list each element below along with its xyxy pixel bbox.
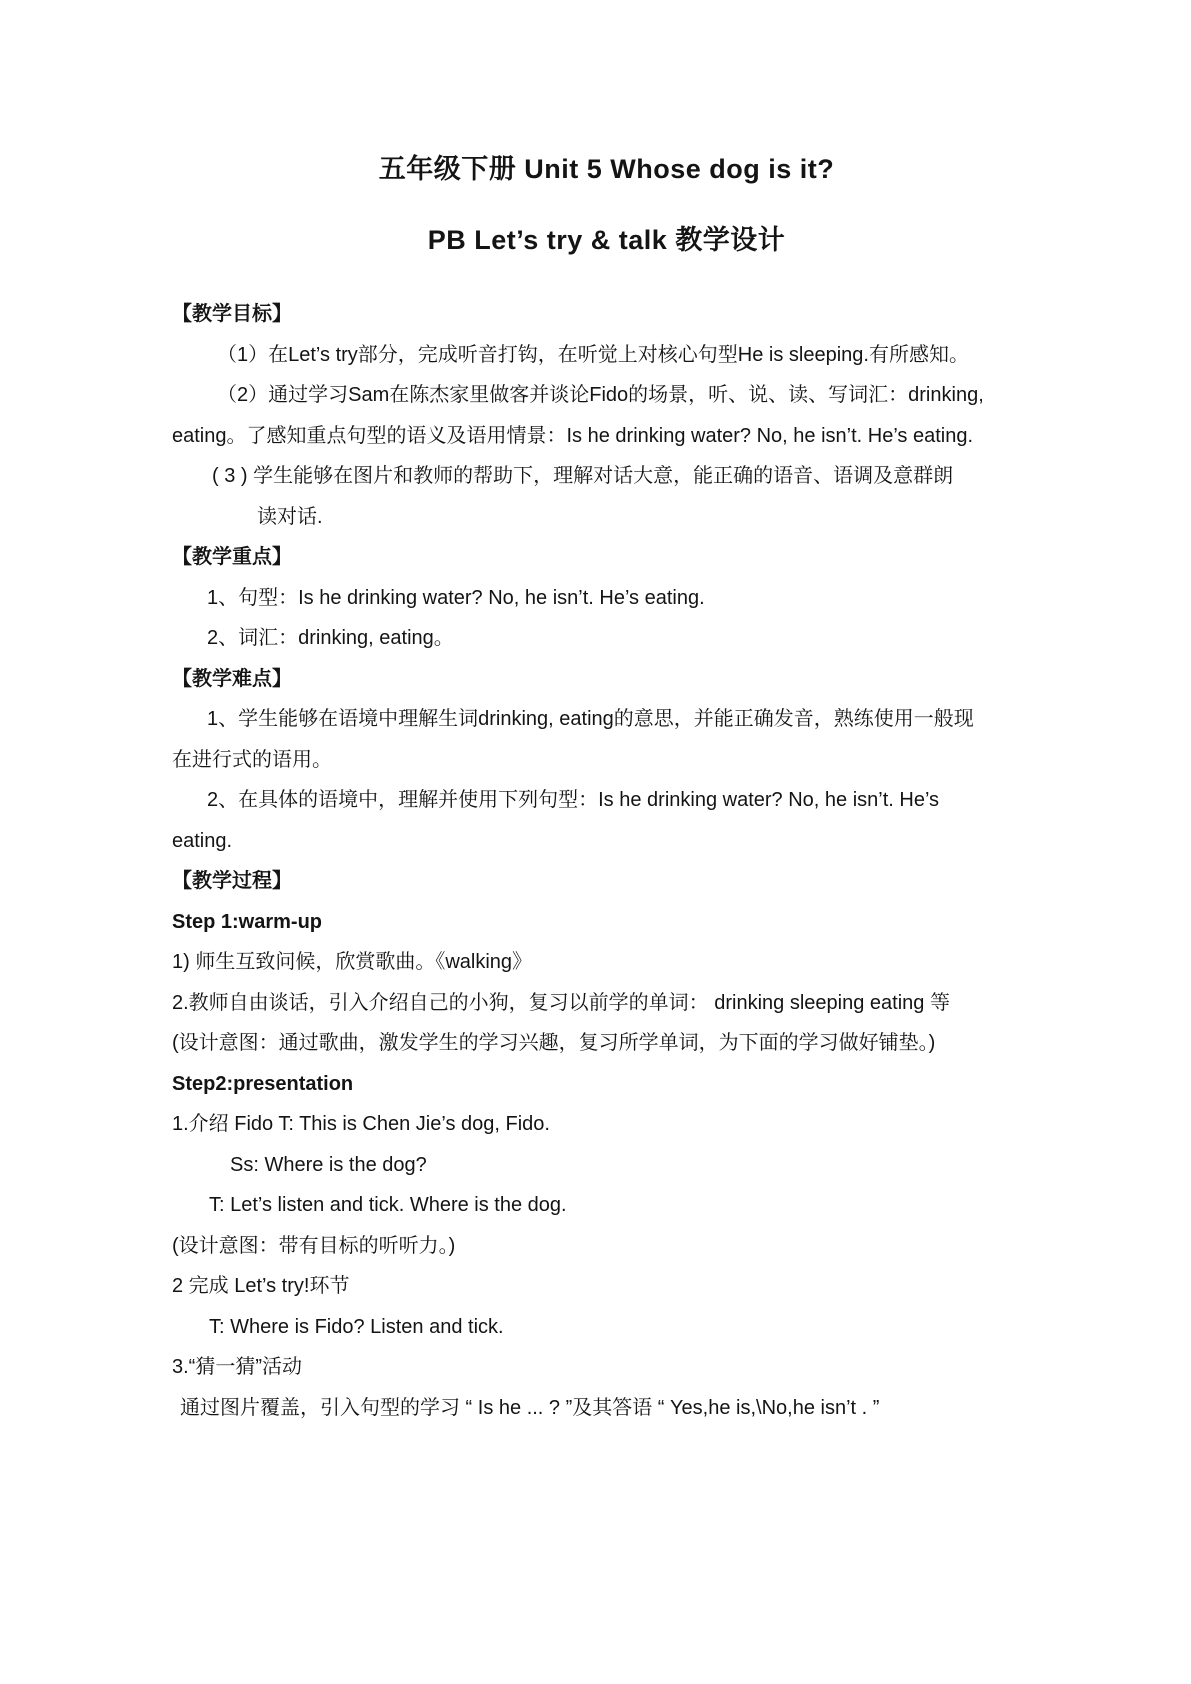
paragraph-line: 读对话. <box>257 505 323 528</box>
step2-label: Step2:presentation <box>172 1072 354 1095</box>
paragraph-line: T: Let’s listen and tick. Where is the dog. <box>209 1194 567 1216</box>
paragraph-line: 2.教师自由谈话，引入介绍自己的小狗，复习以前学的单词： drinking sleeping eating 等 <box>172 991 950 1014</box>
paragraph-line: （2）通过学习Sam在陈杰家里做客并谈论Fido的场景，听、说、读、写词汇：drinking, <box>217 384 984 406</box>
paragraph-line: 1、学生能够在语境中理解生词drinking, eating的意思，并能正确发音，熟练使用一般现 <box>207 708 974 730</box>
paragraph-line: Ss: Where is the dog? <box>230 1153 427 1176</box>
section-heading-objectives: 【教学目标】 <box>172 303 292 325</box>
paragraph-line: eating。了感知重点句型的语义及语用情景：Is he drinking water? No, he isn’t. He’s eating. <box>172 424 974 447</box>
paragraph-line: (设计意图：通过歌曲，激发学生的学习兴趣，复习所学单词，为下面的学习做好铺垫。) <box>172 1032 936 1054</box>
paragraph-line: eating. <box>172 829 233 852</box>
paragraph-line: 2、在具体的语境中，理解并使用下列句型：Is he drinking water? No, he isn’t. He’s <box>207 789 940 811</box>
document-subtitle: PB Let’s try & talk 教学设计 <box>427 225 786 255</box>
paragraph-line: 在进行式的语用。 <box>172 748 332 771</box>
paragraph-line: 1.介绍 Fido T: This is Chen Jie’s dog, Fido. <box>172 1113 550 1135</box>
paragraph-line: 1) 师生互致问候，欣赏歌曲。《walking》 <box>172 951 533 973</box>
paragraph-line: 2、词汇：drinking, eating。 <box>207 627 454 649</box>
step1-label: Step 1:warm-up <box>172 910 323 933</box>
section-heading-difficulties: 【教学难点】 <box>172 667 292 690</box>
paragraph-line: 2 完成 Let’s try!环节 <box>172 1275 350 1297</box>
paragraph-line: 1、句型：Is he drinking water? No, he isn’t. He’s eating. <box>207 586 705 609</box>
paragraph-line: (设计意图：带有目标的听听力。) <box>172 1234 456 1257</box>
document-title: 五年级下册 Unit 5 Whose dog is it? <box>378 154 835 184</box>
paragraph-line: ( 3 ) 学生能够在图片和教师的帮助下，理解对话大意，能正确的语音、语调及意群朗 <box>212 465 954 487</box>
paragraph-line: （1）在Let’s try部分，完成听音打钩，在听觉上对核心句型He is sleeping.有所感知。 <box>217 343 969 366</box>
section-heading-key-points: 【教学重点】 <box>172 546 292 568</box>
paragraph-line: T: Where is Fido? Listen and tick. <box>209 1315 504 1338</box>
section-heading-process: 【教学过程】 <box>172 870 292 892</box>
paragraph-line: 通过图片覆盖，引入句型的学习 “ Is he ... ? ”及其答语 “ Yes,he is,\No,he isn’t . ” <box>180 1396 880 1419</box>
paragraph-line: 3.“猜一猜”活动 <box>172 1356 302 1378</box>
